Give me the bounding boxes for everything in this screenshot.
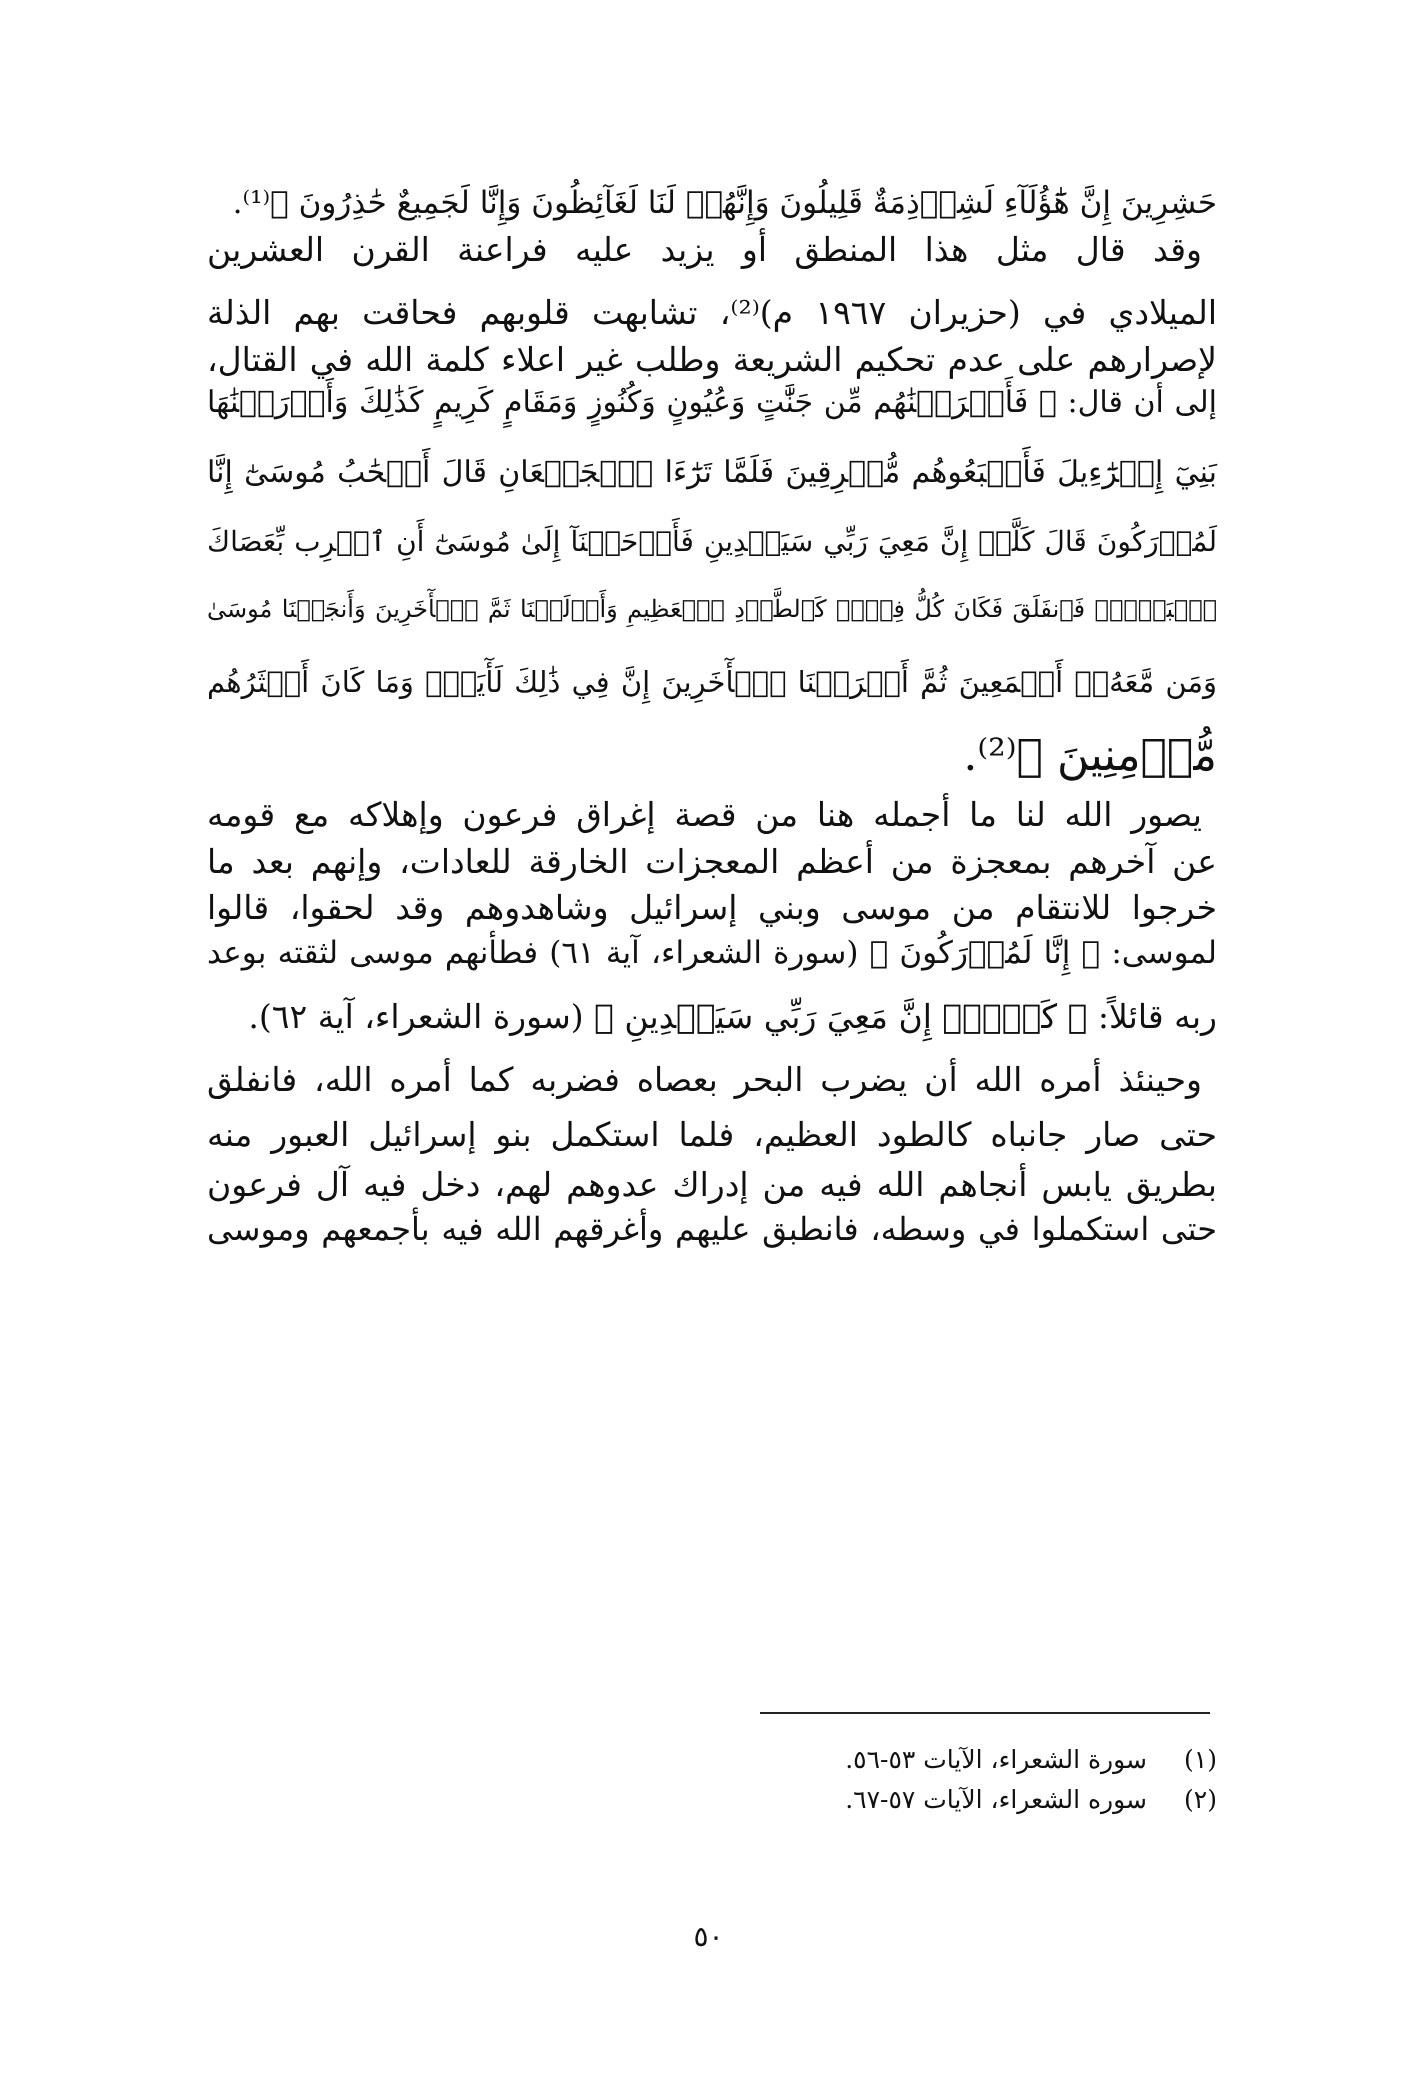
footnote-text: سوره الشعراء، الآيات ٥٧-٦٧. (845, 1785, 1147, 1814)
paragraph-line: بطريق يابس أنجاهم الله فيه من إدراك عدوهم لهم، دخل فيه آل فرعون (207, 1165, 1217, 1204)
paragraph-line: وحينئذ أمره الله أن يضرب البحر بعصاه فضربه كما أمره الله، فانفلق (207, 1060, 1202, 1099)
footnote (317, 1745, 1217, 1774)
quran-verse-line: حَشِرِينَ إِنَّ هَٰٓؤُلَآءِ لَشِرۡذِمَةٌ قَلِيلُونَ وَإِنَّهُمۡ لَنَا لَغَآئِظُونَ وَإِنَّا لَجَمِيعٌ حَٰذِرُونَ ﴾⁽¹⁾. (232, 185, 1217, 221)
paragraph-line: ربه قائلاً: ﴿ كَلَّآۖ إِنَّ مَعِيَ رَبِّي سَيَهۡدِينِ ﴾ (سورة الشعراء، آية ٦٢). (248, 997, 1217, 1036)
paragraph-line: لموسى: ﴿ إِنَّا لَمُدۡرَكُونَ ﴾ (سورة الشعراء، آية ٦١) فطأنهم موسى لثقته بوعد (207, 935, 1217, 971)
footnote-text: سورة الشعراء، الآيات ٥٣-٥٦. (845, 1745, 1147, 1774)
quran-verse-line: ٱلۡبَحۡرَۖ فَٱنفَلَقَ فَكَانَ كُلُّ فِرۡقٖ كَٱلطَّوۡدِ ٱلۡعَظِيمِ وَأَزۡلَفۡنَا ثَمَّ ٱلۡأٓخَرِينَ وَأَنجَيۡنَا مُوسَىٰ (207, 595, 1217, 623)
paragraph-line: الميلادي في (حزيران ١٩٦٧ م)⁽²⁾، تشابهت قلوبهم فحاقت بهم الذلة (207, 293, 1217, 332)
footnote-number: (٢) (1184, 1785, 1217, 1814)
quran-verse-line: لَمُدۡرَكُونَ قَالَ كَلَّآۖ إِنَّ مَعِيَ رَبِّي سَيَهۡدِينِ فَأَوۡحَيۡنَآ إِلَىٰ مُوسَىٰٓ أَنِ ٱضۡرِب بِّعَصَاكَ (207, 525, 1217, 558)
paragraph-line: وقد قال مثل هذا المنطق أو يزيد عليه فراعنة القرن العشرين (207, 230, 1202, 269)
quran-verse-line: مُّؤۡمِنِينَ ﴾⁽²⁾. (963, 730, 1217, 781)
paragraph-line: يصور الله لنا ما أجمله هنا من قصة إغراق فرعون وإهلاكه مع قومه (207, 795, 1202, 834)
quran-verse-line: إلى أن قال: ﴿ فَأَخۡرَجۡنَٰهُم مِّن جَنَّٰتٍ وَعُيُونٍ وَكُنُوزٍ وَمَقَامٍ كَرِيمٍ كَذَٰلِكَ وَأَوۡرَثۡنَٰهَا (207, 385, 1217, 420)
paragraph-line: لإصرارهم على عدم تحكيم الشريعة وطلب غير اعلاء كلمة الله في القتال، (207, 340, 1217, 379)
paragraph-line: حتى صار جانباه كالطود العظيم، فلما استكمل بنو إسرائيل العبور منه (207, 1115, 1217, 1154)
footnote-number: (١) (1184, 1745, 1217, 1774)
quran-verse-line: وَمَن مَّعَهُۥٓ أَجۡمَعِينَ ثُمَّ أَغۡرَقۡنَا ٱلۡأٓخَرِينَ إِنَّ فِي ذَٰلِكَ لَأٓيَةٗۖ وَمَا كَانَ أَكۡثَرُهُم (207, 665, 1217, 699)
paragraph-line: خرجوا للانتقام من موسى وبني إسرائيل وشاهدوهم وقد لحقوا، قالوا (207, 888, 1217, 927)
footnote (317, 1785, 1217, 1814)
paragraph-line: عن آخرهم بمعجزة من أعظم المعجزات الخارقة للعادات، وإنهم بعد ما (207, 842, 1217, 881)
paragraph-line: حتى استكملوا في وسطه، فانطبق عليهم وأغرقهم الله فيه بأجمعهم وموسى (207, 1210, 1217, 1248)
page-number: ٥٠ (693, 1920, 724, 1953)
quran-verse-line: بَنِيٓ إِسۡرَٰٓءِيلَ فَأَتۡبَعُوهُم مُّشۡرِقِينَ فَلَمَّا تَرَٰٓءَا ٱلۡجَمۡعَانِ قَالَ أَصۡحَٰبُ مُوسَىٰٓ إِنَّا (207, 455, 1217, 490)
footnote-divider (760, 1712, 1210, 1714)
